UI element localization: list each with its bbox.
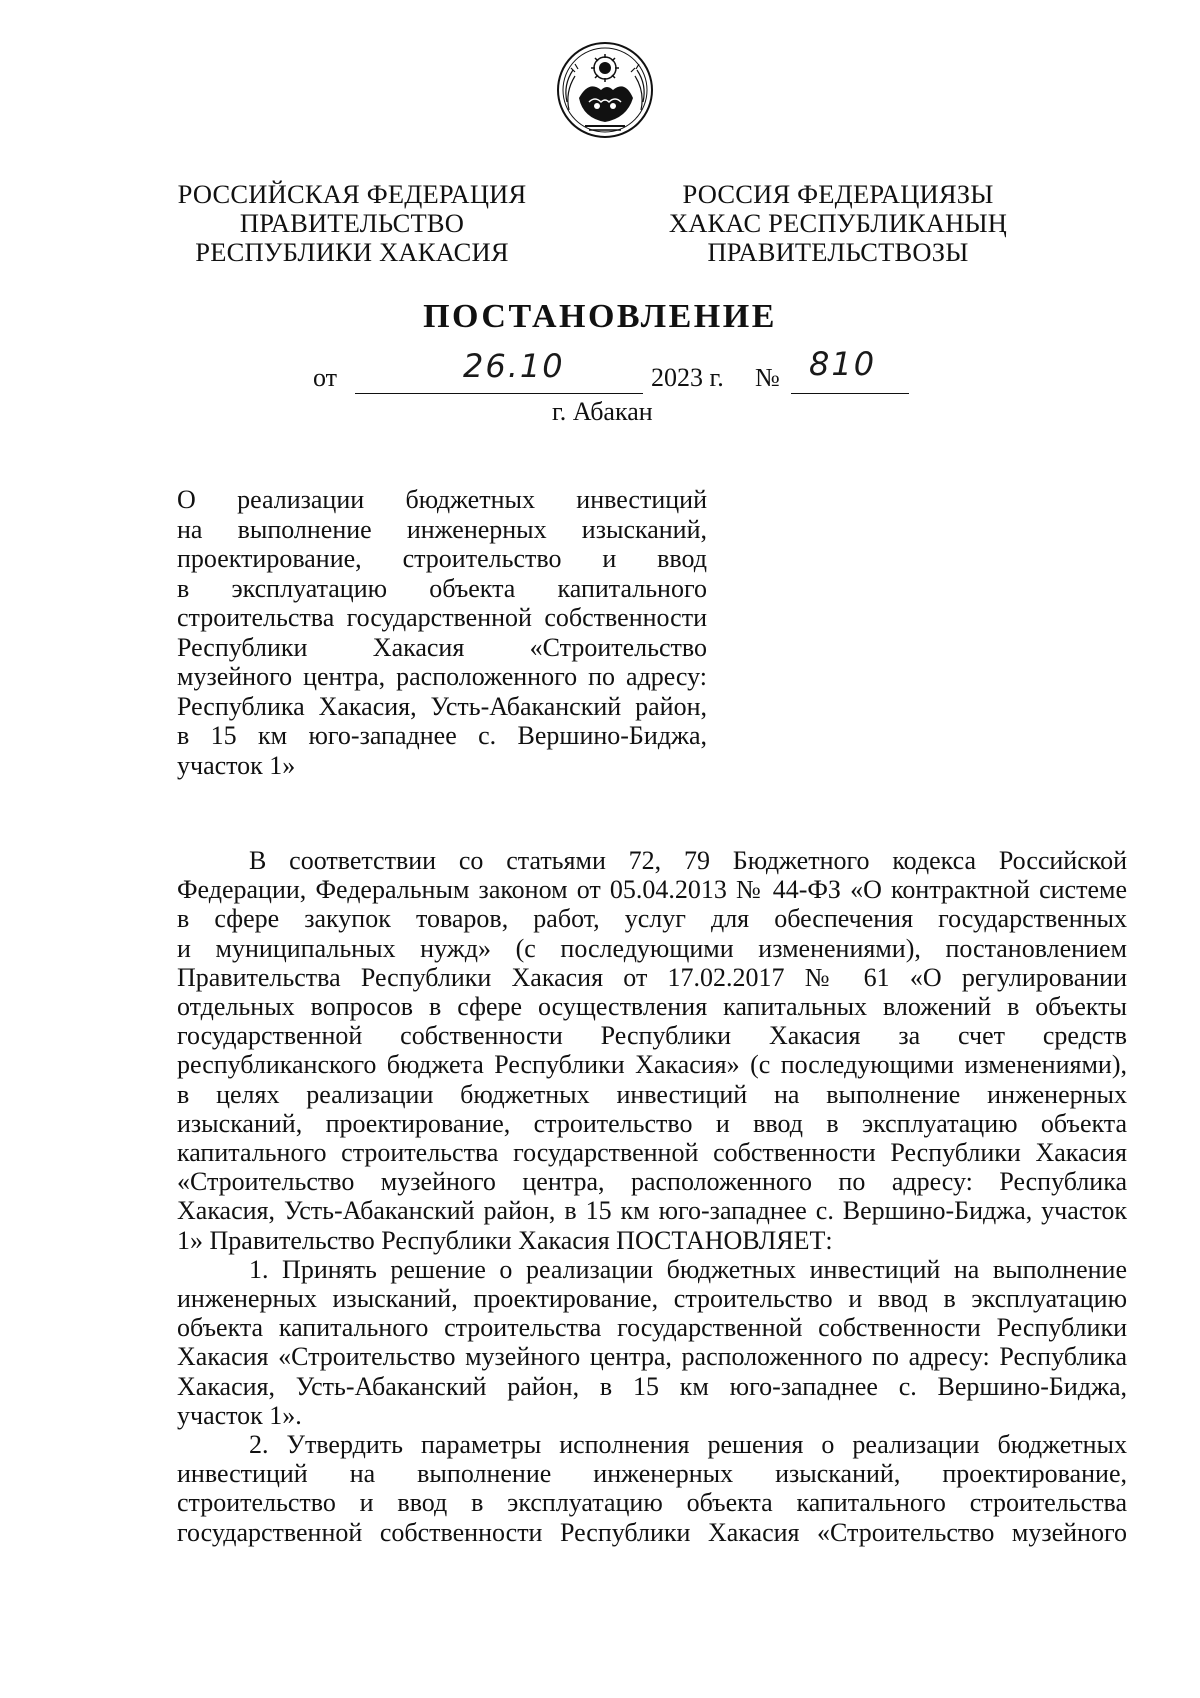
body-line: и муниципальных нужд» (с последующими изменениями), постановлением <box>177 933 1127 963</box>
body-line: республиканского бюджета Республики Хакасия» (с последующими изменениями), <box>177 1050 1127 1080</box>
body-line: государственной собственности Республики Хакасия «Строительство музейного <box>177 1517 1127 1547</box>
year-text: 2023 г. <box>651 363 724 392</box>
handwritten-date: 26.10 <box>463 347 565 385</box>
body-line: участок 1». <box>177 1400 302 1430</box>
document-title: ПОСТАНОВЛЕНИЕ <box>423 298 777 335</box>
subject-line: в эксплуатацию объекта капитального <box>177 573 707 603</box>
body-line: 2. Утвердить параметры исполнения решения о реализации бюджетных <box>249 1430 1127 1460</box>
body-line: инвестиций на выполнение инженерных изысканий, проектирование, <box>177 1459 1127 1489</box>
number-prefix: № <box>755 363 780 392</box>
number-underline <box>791 393 909 394</box>
body-line: в целях реализации бюджетных инвестиций на выполнение инженерных <box>177 1079 1127 1109</box>
subject-line: О реализации бюджетных инвестиций <box>177 485 707 514</box>
header-right-line: ПРАВИТЕЛЬСТВОЗЫ <box>707 237 969 267</box>
body-line: Федерации, Федеральным законом от 05.04.2013 № 44-ФЗ «О контрактной системе <box>177 875 1127 905</box>
subject-line: в 15 км юго-западнее с. Вершино-Биджа, <box>177 721 707 750</box>
body-line: Хакасия «Строительство музейного центра, расположенного по адресу: Республика <box>177 1342 1127 1372</box>
body-line: «Строительство музейного центра, расположенного по адресу: Республика <box>177 1167 1127 1197</box>
subject-line: Республика Хакасия, Усть-Абаканский район, <box>177 691 707 721</box>
handwritten-number: 810 <box>809 345 877 383</box>
subject-line: на выполнение инженерных изысканий, <box>177 514 707 544</box>
body-line: капитального строительства государственной собственности Республики Хакасия <box>177 1138 1127 1168</box>
subject-line: строительства государственной собственности <box>177 603 707 632</box>
subject-line: музейного центра, расположенного по адресу: <box>177 662 707 691</box>
header-left-line: ПРАВИТЕЛЬСТВО <box>239 208 465 238</box>
subject-line: проектирование, строительство и ввод <box>177 544 707 573</box>
body-line: 1» Правительство Республики Хакасия ПОСТАНОВЛЯЕТ: <box>177 1225 833 1255</box>
body-line: в сфере закупок товаров, работ, услуг для обеспечения государственных <box>177 904 1127 934</box>
date-prefix: от <box>313 363 338 392</box>
body-line: инженерных изысканий, проектирование, строительство и ввод в эксплуатацию <box>177 1284 1127 1314</box>
body-line: 1. Принять решение о реализации бюджетных инвестиций на выполнение <box>249 1254 1127 1284</box>
body-line: государственной собственности Республики Хакасия за счет средств <box>177 1021 1127 1051</box>
city-name: г. Абакан <box>552 397 653 426</box>
header-right <box>648 180 1028 267</box>
body-line: В соответствии со статьями 72, 79 Бюджетного кодекса Российской <box>249 846 1127 875</box>
header-left-line: РОССИЙСКАЯ ФЕДЕРАЦИЯ <box>177 179 527 209</box>
coat-of-arms-icon <box>555 40 655 140</box>
header-right-line: РОССИЯ ФЕДЕРАЦИЯЗЫ <box>682 179 994 209</box>
body-text <box>177 846 1127 1547</box>
header-right-line: ХАКАС РЕСПУБЛИКАНЫҢ <box>668 208 1008 238</box>
date-underline <box>355 393 643 394</box>
body-line: Хакасия, Усть-Абаканский район, в 15 км юго-западнее с. Вершино-Биджа, участок <box>177 1196 1127 1226</box>
body-line: объекта капитального строительства государственной собственности Республики <box>177 1313 1127 1343</box>
subject-line: участок 1» <box>177 750 296 780</box>
body-line: Хакасия, Усть-Абаканский район, в 15 км юго-западнее с. Вершино-Биджа, <box>177 1371 1127 1401</box>
body-line: отдельных вопросов в сфере осуществления капитальных вложений в объекты <box>177 992 1127 1022</box>
body-line: Правительства Республики Хакасия от 17.02.2017 № 61 «О регулировании <box>177 962 1127 992</box>
header-left-line: РЕСПУБЛИКИ ХАКАСИЯ <box>195 237 509 267</box>
body-line: строительство и ввод в эксплуатацию объекта капитального строительства <box>177 1488 1127 1518</box>
subject-block <box>177 485 707 780</box>
body-line: изысканий, проектирование, строительство и ввод в эксплуатацию объекта <box>177 1108 1127 1138</box>
header-left <box>162 180 542 267</box>
subject-line: Республики Хакасия «Строительство <box>177 632 707 662</box>
